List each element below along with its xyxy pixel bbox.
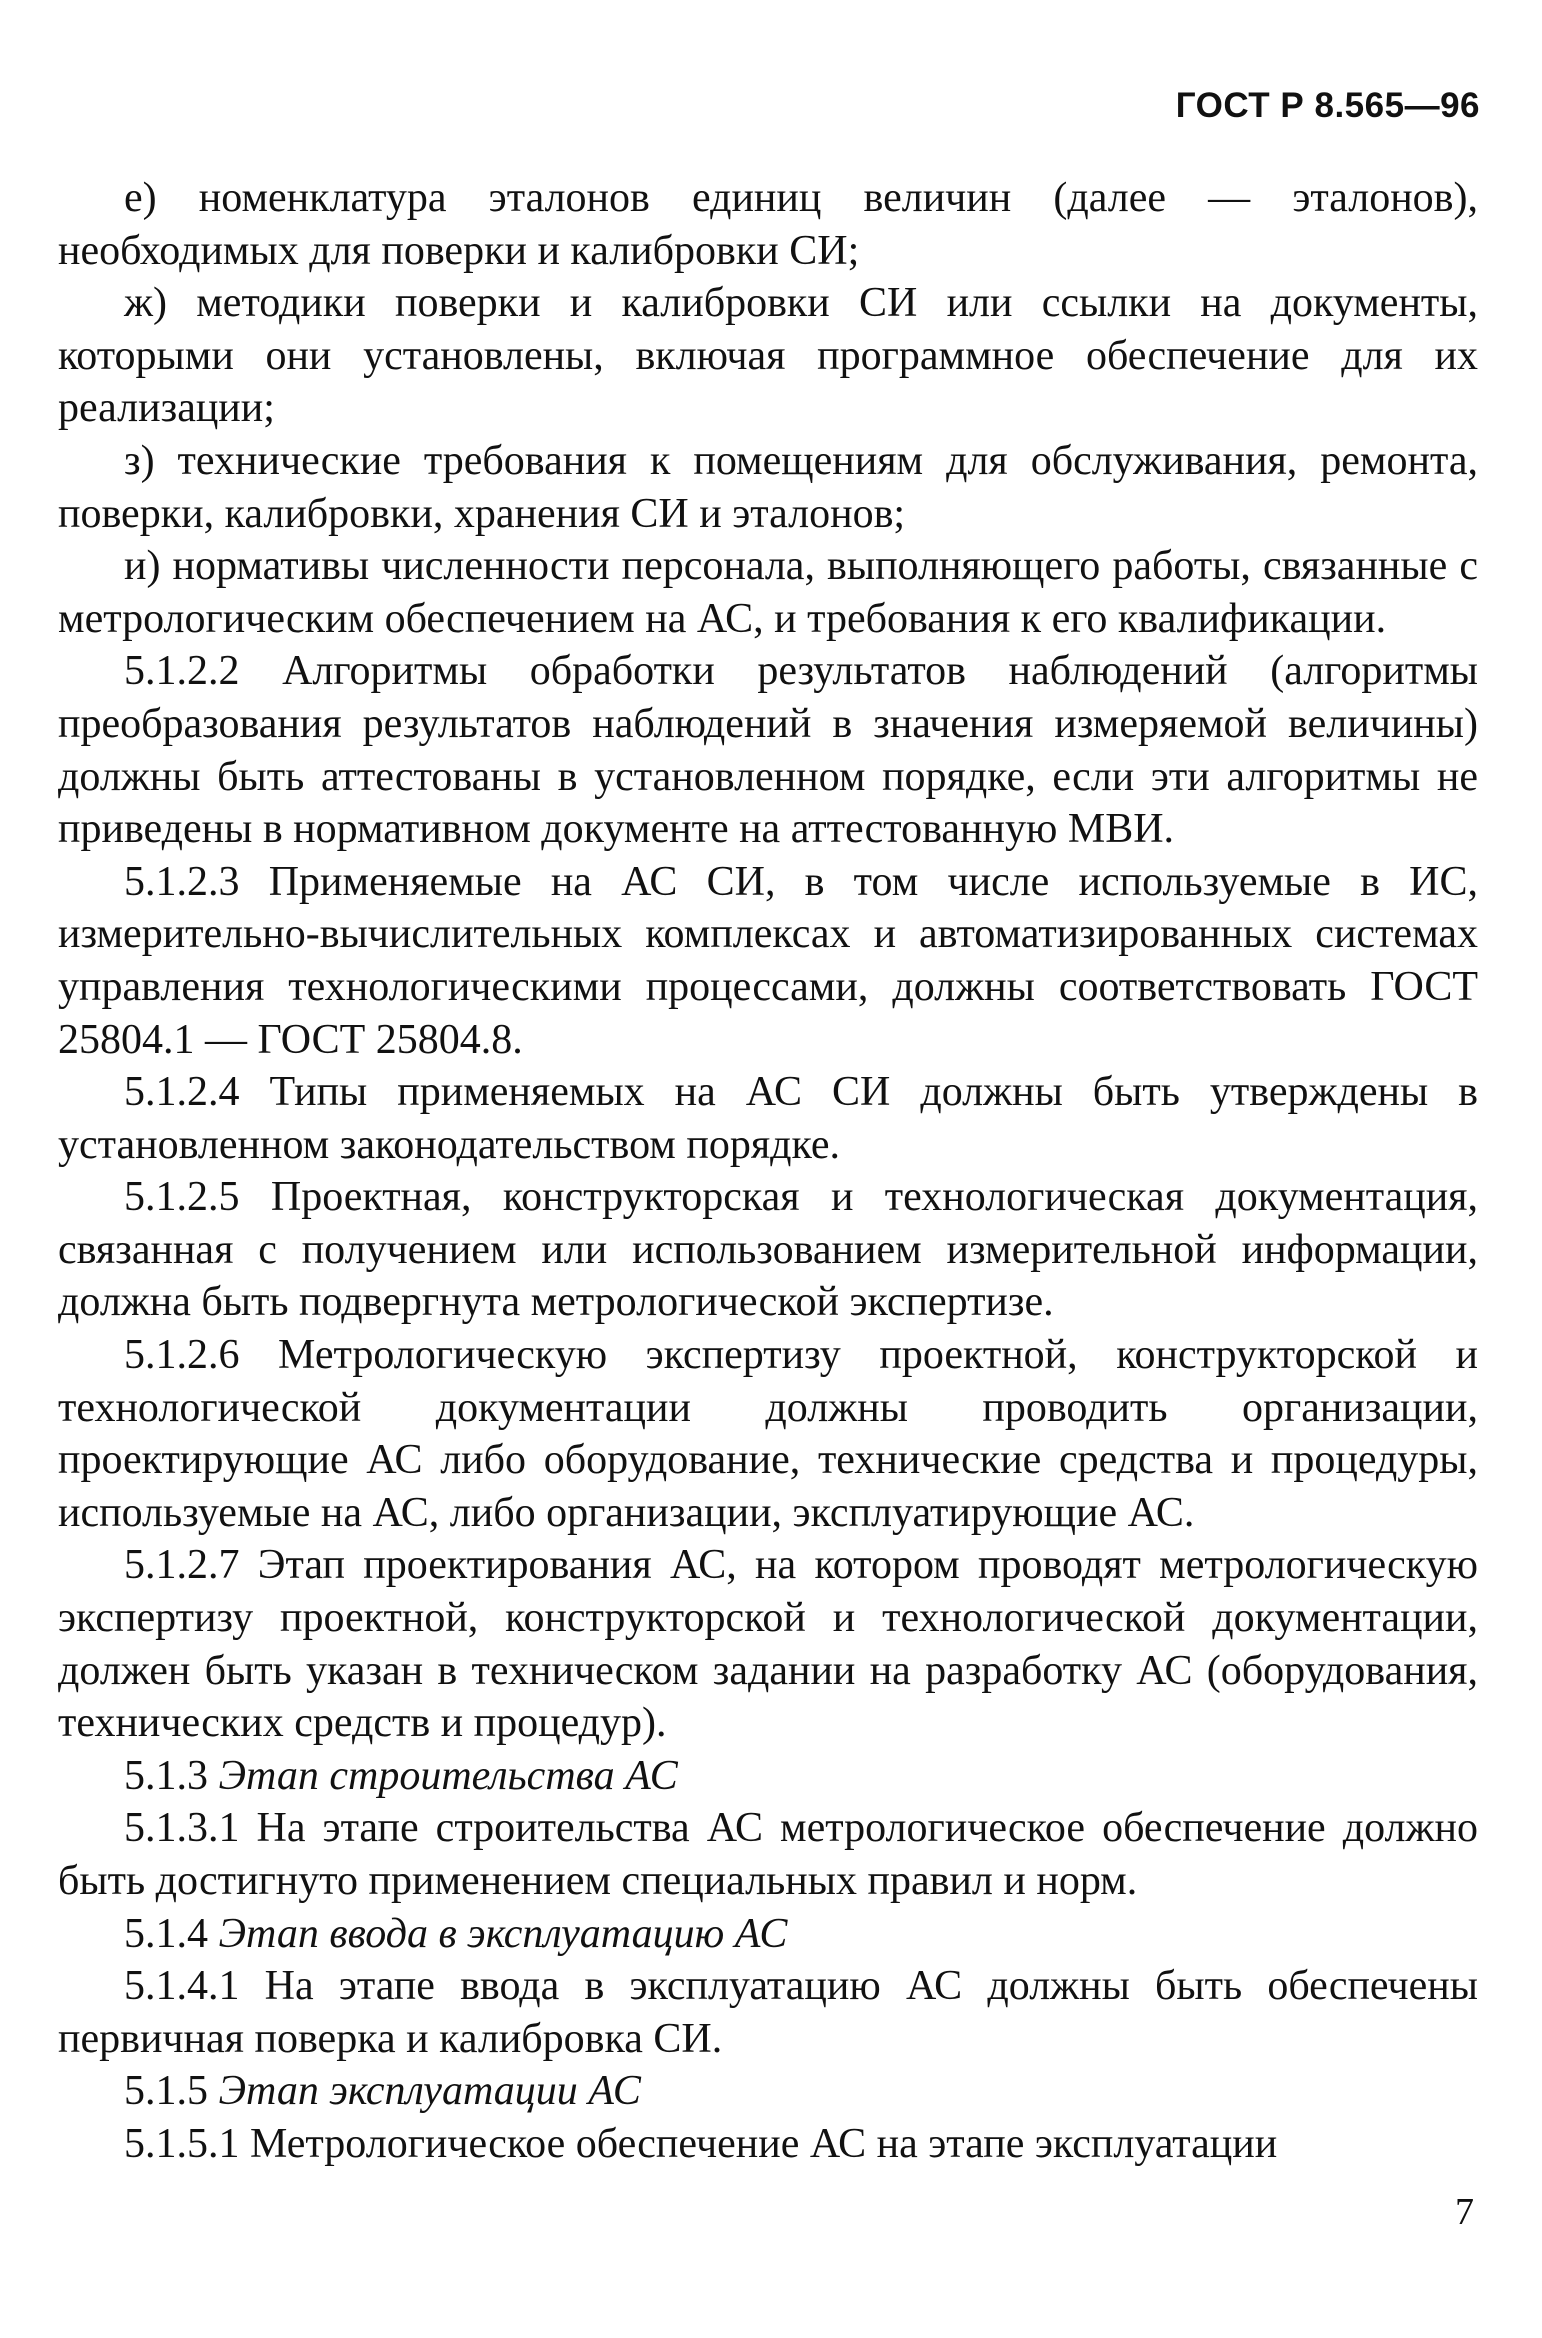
document-code-header: ГОСТ Р 8.565—96 (1175, 86, 1480, 125)
section-number: 5.1.3 (124, 1752, 208, 1799)
clause-5-1-5-1: 5.1.5.1 Метрологическое обеспечение АС на этапе эксплуатации (124, 2120, 1278, 2167)
section-title: Этап строительства АС (218, 1752, 678, 1799)
section-heading-5-1-5 (58, 2065, 1478, 2118)
list-item-z: з) технические требования к помещениям для обслуживания, ремонта, поверки, калибровки, хранения СИ и эталонов; (58, 437, 1478, 537)
section-number: 5.1.5 (124, 2068, 208, 2115)
clause-5-1-2-4: 5.1.2.4 Типы применяемых на АС СИ должны быть утверждены в установленном законодательством порядке. (58, 1069, 1478, 1168)
document-body (58, 172, 1478, 2171)
section-number: 5.1.4 (124, 1910, 208, 1957)
clause-5-1-2-6: 5.1.2.6 Метрологическую экспертизу проектной, конструкторской и технологической документации должны проводить организации, проектирующие АС либо оборудование, технические средства и процедуры, используемые на АС, либо организации, эксплуатирующие АС. (58, 1332, 1478, 1536)
section-heading-5-1-4 (58, 1908, 1478, 1961)
section-title: Этап ввода в эксплуатацию АС (218, 1910, 788, 1957)
page-number: 7 (1455, 2191, 1474, 2233)
clause-5-1-4-1: 5.1.4.1 На этапе ввода в эксплуатацию АС должны быть обеспечены первичная поверка и калибровка СИ. (58, 1963, 1478, 2062)
clause-5-1-2-7: 5.1.2.7 Этап проектирования АС, на котором проводят метрологическую экспертизу проектной, конструкторской и технологической документации, должен быть указан в техническом задании на разработку АС (оборудования, технических средств и процедур). (58, 1542, 1478, 1747)
list-item-zh: ж) методики поверки и калибровки СИ или ссылки на документы, которыми они установлены, включая программное обеспечение для их реализации; (58, 280, 1478, 432)
clause-5-1-2-3: 5.1.2.3 Применяемые на АС СИ, в том числе используемые в ИС, измерительно-вычислительных комплексах и автоматизированных системах управления технологическими процессами, должны соответствовать ГОСТ 25804.1 — ГОСТ 25804.8. (58, 858, 1478, 1063)
list-item-e: е) номенклатура эталонов единиц величин (далее — эталонов), необходимых для поверки и калибровки СИ; (58, 175, 1478, 274)
list-item-i: и) нормативы численности персонала, выполняющего работы, связанные с метрологическим обеспечением на АС, и требования к его квалификации. (58, 543, 1478, 642)
clause-5-1-3-1: 5.1.3.1 На этапе строительства АС метрологическое обеспечение должно быть достигнуто применением специальных правил и норм. (58, 1805, 1478, 1904)
section-heading-5-1-3 (58, 1750, 1478, 1803)
clause-5-1-2-5: 5.1.2.5 Проектная, конструкторская и технологическая документация, связанная с получением или использованием измерительной информации, должна быть подвергнута метрологической экспертизе. (58, 1174, 1478, 1326)
section-title: Этап эксплуатации АС (218, 2068, 641, 2115)
clause-5-1-2-2: 5.1.2.2 Алгоритмы обработки результатов наблюдений (алгоритмы преобразования результатов наблюдений в значения измеряемой величины) должны быть аттестованы в установленном порядке, если эти алгоритмы не приведены в нормативном документе на аттестованную МВИ. (58, 648, 1478, 853)
